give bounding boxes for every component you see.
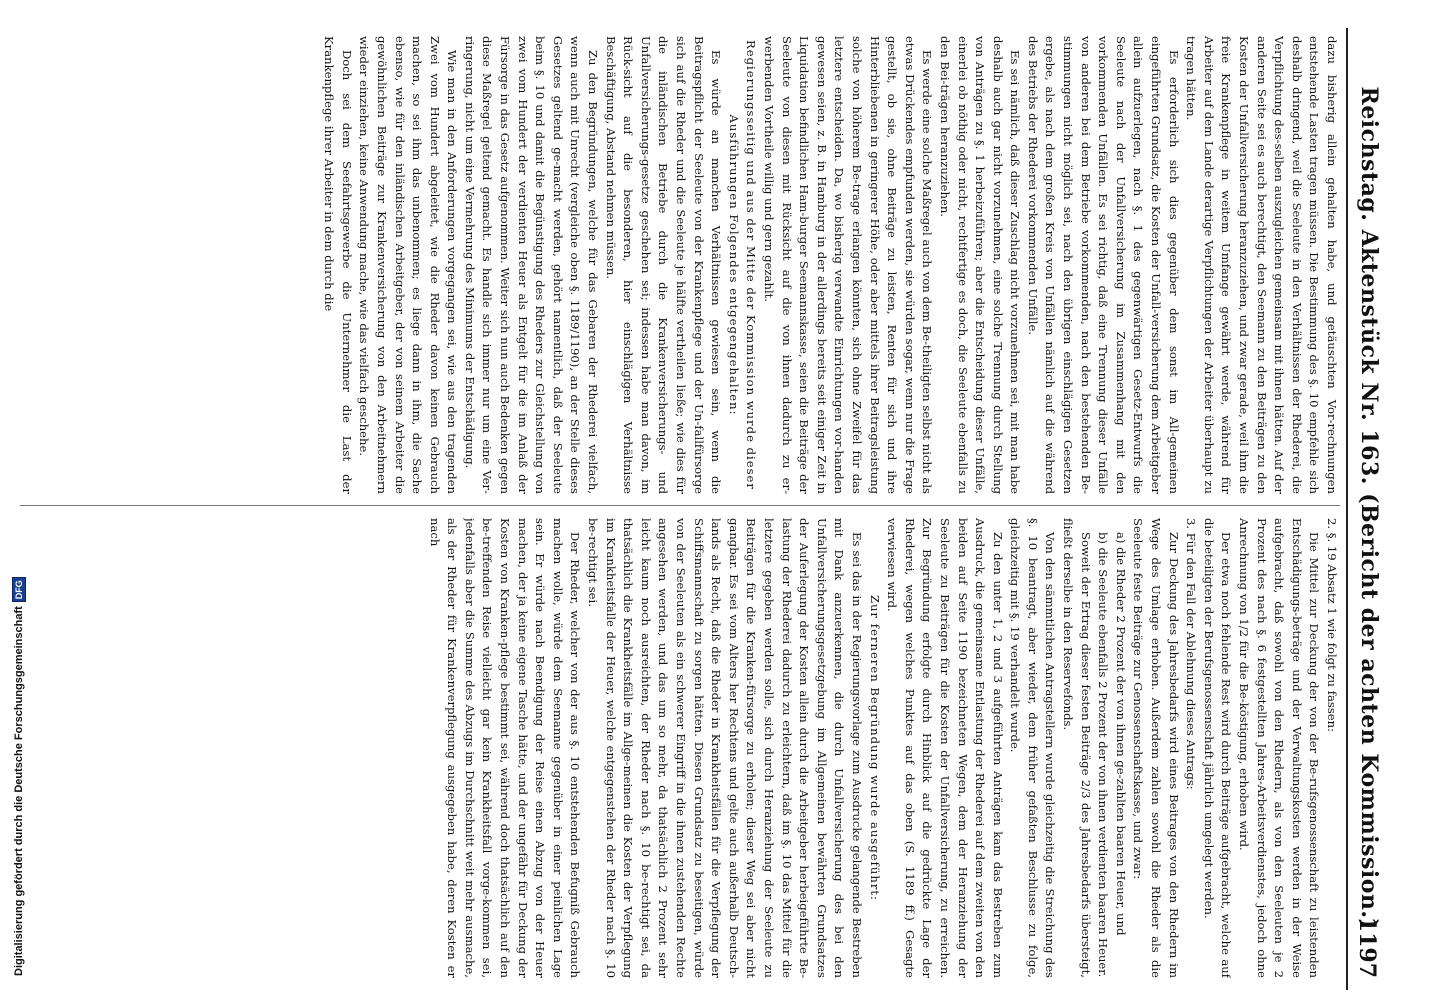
paragraph: Die Mittel zur Deckung der von der Be-rufsgenossenschaft zu leistenden Entschädigungs-beträge und der Verwaltungskosten werden in der Weise aufgebracht, daß sowohl von den Rhedern, als von den Seeleuten je 2 Prozent des nach §. 6 festgestellten Jahres-Arbeitsverdienstes, jedoch ohne Anrechnung von 1/2 für die Be-köstigung, erhoben wird. <box>1237 518 1322 978</box>
paragraph: Doch sei dem Seefahrtsgewerbe die Unternehmer die Last der Krankenpflege ihrer Arbeiter in dem durch die <box>322 36 354 494</box>
paragraph: Regierungsseitig und aus der Mitte der Kommission wurde dieser Ausführungen Folgendes entgegengehalten: <box>726 40 759 490</box>
paragraph: Es werde eine solche Maßregel auch von dem Be-theiligten selbst nicht als etwas Drückendes empfunden werden, sie würden sogar, wenn nur die Frage gestellt, ob sie, ohne Beiträge zu leisten, Renten für sich und ihre Hinterbliebenen in geringerer Höhe, oder aber mittels ihrer Beitragsleistung solche von höherem Be-trage erlangen könnten, sich ohne Zweifel für das letztere entscheiden. Da, wo bisherig verwandte Einrichtungen vor-handen gewesen seien, z. B. in Hamburg in der allerdings bereits seit einiger Zeit in Liquidation befindlichen Ham-burger Seemannskasse, seien die Beiträge der Seeleute von diesen mit Rücksicht auf die von ihnen dadurch zu er-werbenden Vortheile willig und gern gezahlt. <box>762 36 935 494</box>
paragraph: b) die Seeleute ebenfalls 2 Prozent der von ihnen verdienten baaren Heuer. <box>1096 532 1111 978</box>
paragraph: Zur ferneren Begründung wurde ausgeführt: <box>867 595 882 901</box>
paragraph: Der etwa noch fehlende Rest wird durch Beiträge aufgebracht, welche auf die beteiligten der Berufsgenossenschaft jährlich umgelegt werden. <box>1201 518 1234 978</box>
column-divider <box>20 505 1340 506</box>
paragraph: Von den sämmtlichen Antragstellern wurde gleichzeitig die Streichung des §. 10 beantragt, aber wieder, dem früher gefaßten Beschlusse zu folge, gleichzeitig mit §. 19 verhandelt wurde. <box>1008 518 1058 978</box>
paragraph: Zu den unter 1, 2 und 3 aufgeführten Anträgen kam das Bestreben zum Ausdruck, die gemeinsame Entlastung der Rhederei auf dem zweiten von den beiden auf Seite 1190 bezeichneten Wegen, dem der Heranziehung der Seeleute zu Beiträgen für die Kosten der Unfallversicherung, zu erreichen. Zur Begründung erfolgte durch Hinblick auf die gedrückte Lage der Rhederei, wegen welches Punktes auf das oben (S. 1189 ff.) Gesagte verwiesen wird. <box>885 518 1005 978</box>
left-column <box>20 36 1340 494</box>
paragraph: 2. §. 19 Absatz 1 wie folgt zu fassen: <box>1325 518 1339 733</box>
paragraph: Es erforderlich sich dies gegenüber dem sonst im All-gemeinen eingeführten Grundsatz, die Kosten der Unfall-versicherung dem Arbeitgeber allein aufzuerlegen, nach §. 1 des gegenwärtigen Gesetz-Entwurfs die Seeleute nach der Unfallversicherung im Zusammenhang mit den vorkommenden Unfällen. Es sei richtig, daß eine Trennung dieser Unfälle von anderen bei dem Betriebe vorkommenden, nach den bestehenden Be-stimmungen nicht möglich sei, nach den übrigen einschlägigen Gesetzen ergebe, als nach dem großen Kreis von Unfällen nämlich auf die während des Betriebs der Rhederei vorkommenden Unfälle. <box>1025 36 1181 494</box>
digitization-footer <box>6 0 32 994</box>
paragraph: 3. Für den Fall der Ablehnung dieses Antrags: <box>1184 518 1199 790</box>
paragraph: Es würde an manchen Verhältnissen gewiesen sein, wenn die Beitragspflicht der Seeleute von der Krankenpflege und der Un-fallfürsorge sich auf die Rheder und die Seeleute je hälfte vertheilen ließe; wie dies für die inländischen Betriebe durch die Krankenversicherungs- und Unfallversicherungs-gesetze geschehen sei; indessen habe man davon, im Rück-sicht auf die besonderen, hier einschlägigen Verhältnisse Beschäftigung, Abstand nehmen müssen. <box>603 36 724 494</box>
paragraph: Es sei nämlich, daß dieser Zuschlag nicht vorzunehmen sei, mit man habe deshalb auch gar nicht vorzunehmen, eine solche Trennung durch Stellung von Anträgen zu §. 1 herbeizuführen; aber die Entscheidung dieser Unfälle, einerlei ob nöthig oder nicht, rechtfertige es doch, die Seeleute ebenfalls zu den Bei-trägen heranzuziehen. <box>937 36 1023 494</box>
header-rule <box>1346 28 1348 990</box>
dfg-logo: DFG <box>12 577 26 602</box>
page-number: 1197 <box>1354 916 1380 978</box>
paragraph: Der Rheder, welcher von der aus §. 10 entstehenden Befugniß Gebrauch machen wolle, würde dem Seemanne gegenüber in einer peinlichen Lage sein. Er würde nach Beendigung der Reise einen Abzug von der Heuer machen, der ja keine eigene Tasche hätte, und der ungefähr für Deckung der Kosten von Kranken-pflege bestimmt sei, während doch thatsächlich auf den be-treffenden Reise vielleicht gar kein Krankheitsfall vorge-kommen sei, jedenfalls aber die Summe des Abzugs im Durchschnitt weit mehr ausmache, als der Rheder für Krankenverpflegung ausgegeben habe, deren Kosten er nach <box>427 518 583 978</box>
paragraph: Wie man in den Anforderungen vorgegangen sei, wie aus den tragenden Zwei vom Hundert abgeleitet, wie die Rheder davon keinen Gebrauch machen, so sei ihm das unbenommen; es liege dann in ihm, die Sache ebenso, wie für den inländischen Arbeitgeber, der von seinem Arbeiter die gewöhnlichen Beiträge zur Krankenversicherung von den Arbeitnehmern wieder einziehen, keine Anwendung mache, wie das vielfach geschehe. <box>357 36 460 494</box>
right-column <box>20 518 1340 978</box>
paragraph: Soweit der Ertrag dieser festen Beiträge 2/3 des Jahresbedarfs übersteigt, fließt derselbe in den Reservefonds. <box>1061 518 1093 978</box>
paragraph: Zu den Begründungen, welche für das Gebaren der Rhederei vielfach, wenn auch mit Unrecht (vergleiche oben §. 1189/1190), an der Stelle dieses Gesetzes geltend ge-macht werden, gehört namentlich, daß der Seeleute beim §. 10 und damit die Begünstigung des Rheders zur Gleichstellung von zwei vom Hundert der verdienten Heuer als Entgelt für die im Anlaß der Fürsorge in das Gesetz aufgenommen. Weiter sich nun auch Bedenken gegen diese Maßregel geltend gemacht. Es handle sich immer nur um eine Ver-ringerung, nicht um eine Vermehrung des Minimums der Entschädigung. <box>462 36 601 494</box>
page-header <box>1348 28 1388 988</box>
paragraph: dazu bisherig allein gehalten habe, und getäuschten Vor-rechnungen entstehende Lasten tragen müssen. Die Bestimmung des §. 10 empfehle sich deshalb dringend, weil die Seeleute in den Verhältnissen der Rhederei, die Verpflichtung des-selben auszugleichen gemeinsam mit ihnen hätten. Auf der anderen Seite sei es auch berechtigt, den Seemann zu den Beiträgen zu den Kosten der Unfallversicherung heranzuziehen, und zwar gerade, weil ihm die freie Krankenpflege in weitem Umfange gewährt werde, während für Arbeiter auf dem Lande derartige Verpflichtungen der Arbeiter überhaupt zu tragen hätten. <box>1184 36 1339 494</box>
paragraph: a) die Rheder 2 Prozent der von ihnen ge-zahlten baaren Heuer, und <box>1113 532 1128 936</box>
paragraph: Es sei das in der Regierungsvorlage zum Ausdrucke gelangende Bestreben mit Dank anzuerkennen, die durch Unfallversicherung des bei den Unfallversicherungsgesetzgebung im Allgemeinen bewährten Grundsatzes der Auferlegung der Kosten allein durch die Arbeitgeber herbeigeführte Be-lastung der Rhederei dadurch zu erleichtern, daß im §. 10 das Mittel für die letztere gegeben werden solle, sich durch Heranziehung der Seeleute zu Beiträgen für die Kranken-fürsorge zu erholen; dieser Weg sei aber nicht gangbar. Es sei vom Alters her Rechtens und gelte auch außerhalb Deutsch-lands als Recht, daß die Rheder in Krankheitsfällen für die Verpflegung der Schiffsmannschaft zu sorgen hätten. Diesen Grundsatz zu beseitigen, würde von der Seeleuten als ein schwerer Eingriff in die ihnen zustehenden Rechte angesehen werden, und das um so mehr, da thatsächlich 2 Prozent sehr leicht kaum noch ausreichten, der Rheder nach §. 10 be-rechtigt sei, da thatsächlich die Krankheitsfälle im Allge-meinen die Kosten der Verpflegung im Krankheitsfalle der Heuer, welche entgegenstehen der Rheder nach §. 10 be-rechtigt sei. <box>586 518 864 978</box>
paragraph: Zur Deckung des Jahresbedarfs wird eines Beitrages von den Rhedern im Wege des Umlage erhoben. Außerdem zahlen sowohl die Rheder als die Seeleute feste Beiträge zur Genossenschaftskasse, und zwar: <box>1131 518 1181 978</box>
footer-credit-text: Digitalisierung gefördert durch die Deutsche Forschungsgemeinschaft <box>13 606 25 976</box>
page-title: Reichstag. Aktenstück Nr. 163. (Bericht der achten Kommission.) <box>1356 86 1382 930</box>
